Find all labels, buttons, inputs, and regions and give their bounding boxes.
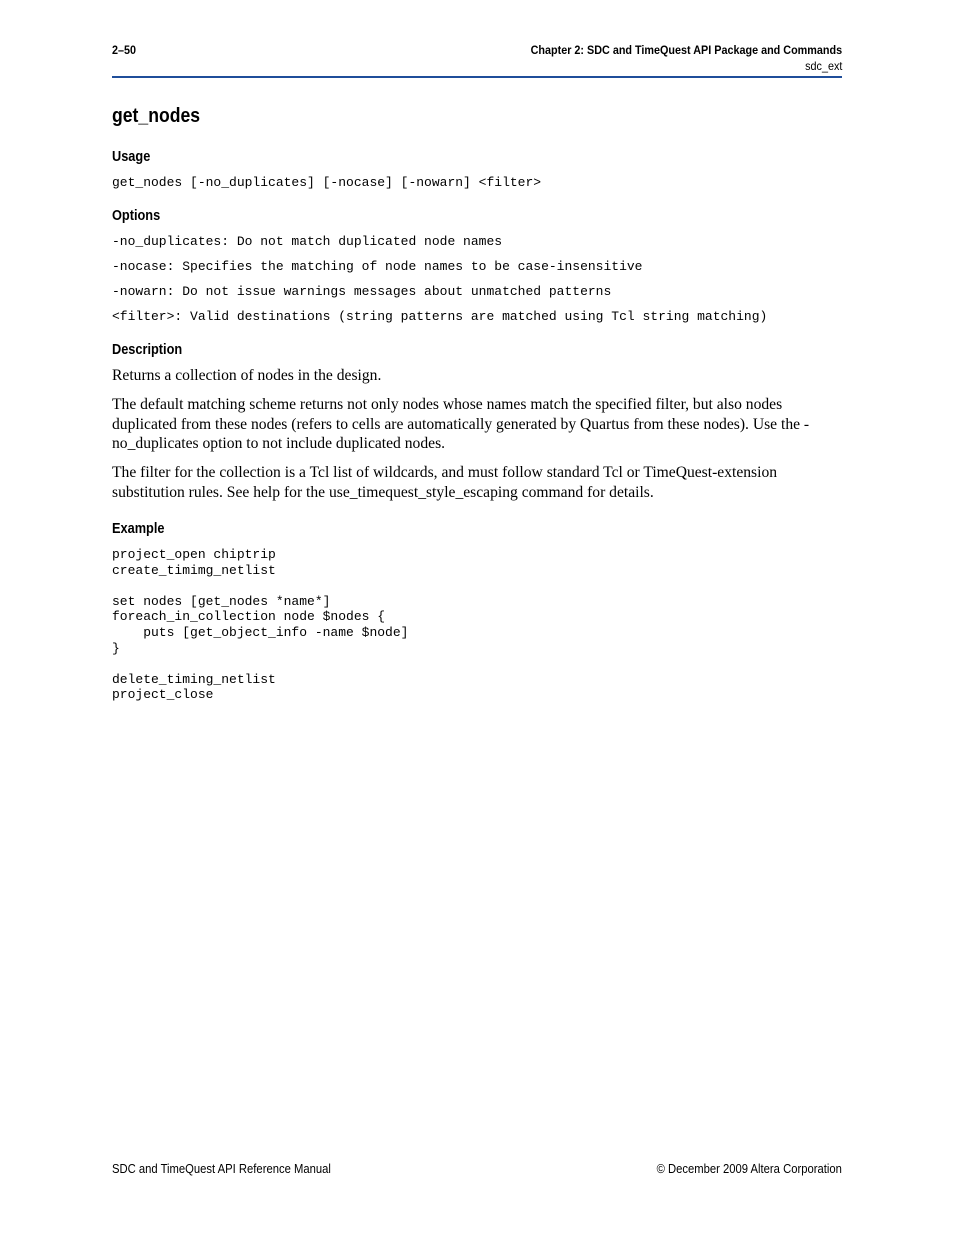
option-nocase: -nocase: Specifies the matching of node names to be case-insensitive [112,259,643,274]
description-paragraph-2: The default matching scheme returns not only nodes whose names match the specified filter, but also nodes duplicated from these nodes (refers to cells are automatically generated by Quartus from these nodes). Use the -no_duplicates option to not include duplicated nodes. [112,396,810,452]
section-name: sdc_ext [804,59,842,73]
page-number: 2–50 [112,43,137,57]
option-filter: <filter>: Valid destinations (string patterns are matched using Tcl string matching) [112,309,768,324]
option-nowarn: -nowarn: Do not issue warnings messages about unmatched patterns [112,284,612,299]
usage-heading: Usage [112,149,151,165]
chapter-title: Chapter 2: SDC and TimeQuest API Package and Commands [530,43,842,57]
description-heading: Description [112,342,183,358]
header-rule [112,76,842,78]
example-heading: Example [112,521,165,537]
example-code: project_open chiptrip create_timimg_netlist set nodes [get_nodes *name*] foreach_in_collection node $nodes { puts [get_object_info -name $node] } delete_timing_netlist project_close [112,547,409,703]
option-no-duplicates: -no_duplicates: Do not match duplicated node names [112,234,503,249]
usage-syntax: get_nodes [-no_duplicates] [-nocase] [-nowarn] <filter> [112,175,542,190]
footer-date-company: © December 2009 Altera Corporation [656,1162,842,1176]
options-heading: Options [112,208,161,224]
footer-manual-title: SDC and TimeQuest API Reference Manual [112,1162,331,1176]
description-paragraph-1: Returns a collection of nodes in the design. [112,367,382,384]
description-paragraph-3: The filter for the collection is a Tcl list of wildcards, and must follow standard Tcl or TimeQuest-extension substitution rules. See help for the use_timequest_style_escaping command for details. [112,464,778,501]
page-title: get_nodes [112,105,201,127]
